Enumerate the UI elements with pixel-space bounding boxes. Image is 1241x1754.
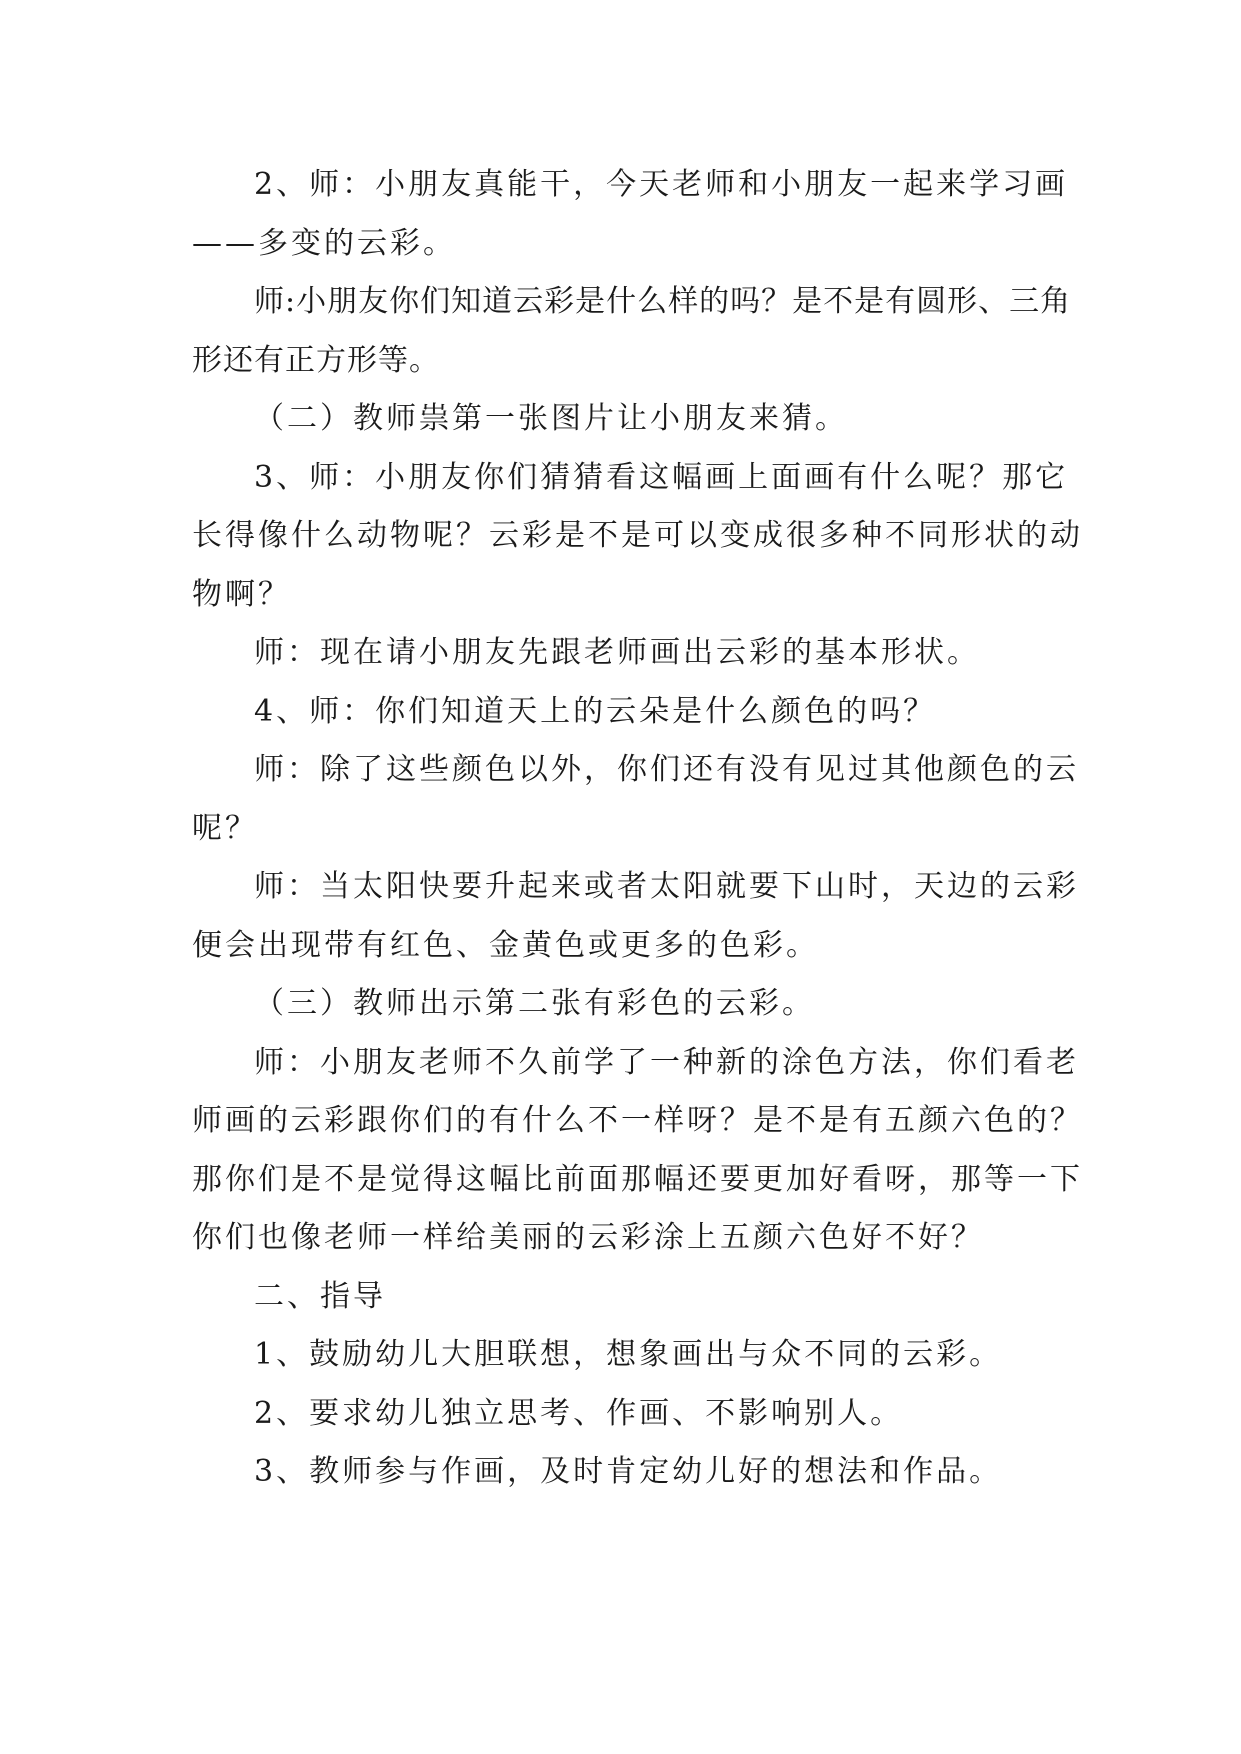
paragraph-8: 师：当太阳快要升起来或者太阳就要下山时，天边的云彩便会出现带有红色、金黄色或更多的色彩。: [192, 869, 1079, 963]
paragraph-3: （二）教师祟第一张图片让小朋友来猜。: [254, 401, 848, 436]
paragraph-13: 2、要求幼儿独立思考、作画、不影响别人。: [254, 1395, 904, 1431]
paragraph-14: 3、教师参与作画，及时肯定幼儿好的想法和作品。: [254, 1454, 1003, 1489]
document-body: [192, 156, 1092, 1502]
paragraph-9: （三）教师出示第二张有彩色的云彩。: [254, 986, 815, 1021]
paragraph-2: 师:小朋友你们知道云彩是什么样的吗？是不是有圆形、三角形还有正方形等。: [192, 284, 1072, 378]
paragraph-5: 师：现在请小朋友先跟老师画出云彩的基本形状。: [254, 635, 980, 670]
paragraph-7: 师：除了这些颜色以外，你们还有没有见过其他颜色的云呢？: [192, 752, 1079, 846]
paragraph-10: 师：小朋友老师不久前学了一种新的涂色方法，你们看老师画的云彩跟你们的有什么不一样呀？是不是有五颜六色的？那你们是不是觉得这幅比前面那幅还要更加好看呀，那等一下你们也像老师一样给美丽的云彩涂上五颜六色好不好？: [192, 1044, 1083, 1255]
paragraph-4: 3、师：小朋友你们猜猜看这幅画上面画有什么呢？那它长得像什么动物呢？云彩是不是可以变成很多种不同形状的动物啊？: [192, 459, 1083, 612]
section-heading: 二、指导: [254, 1278, 386, 1314]
paragraph-1: 2、师：小朋友真能干，今天老师和小朋友一起来学习画——多变的云彩。: [192, 167, 1069, 261]
paragraph-6: 4、师：你们知道天上的云朵是什么颜色的吗？: [254, 693, 937, 729]
paragraph-12: 1、鼓励幼儿大胆联想，想象画出与众不同的云彩。: [254, 1337, 1003, 1372]
